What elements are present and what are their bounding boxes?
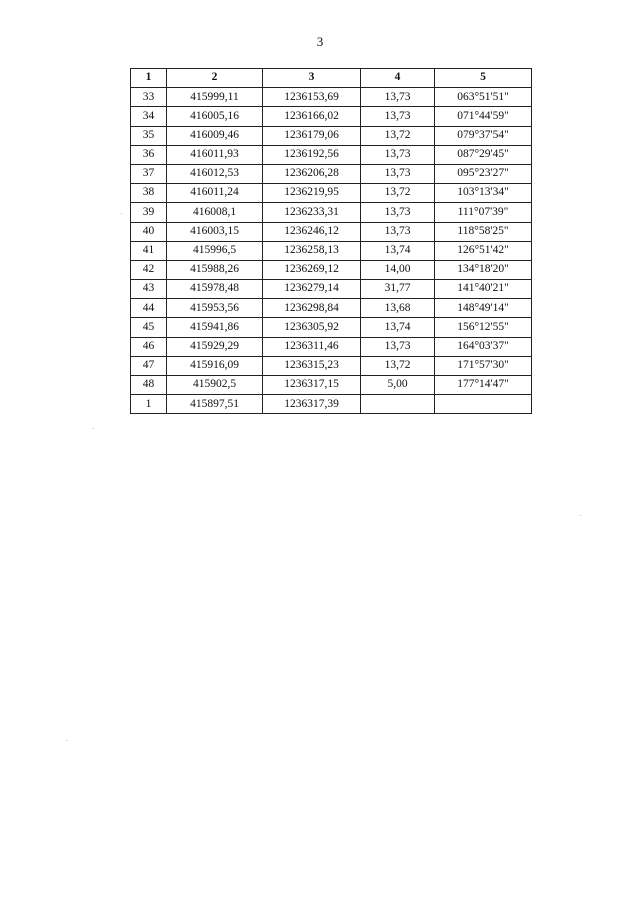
cell-y: 1236311,46 — [263, 337, 361, 356]
cell-y: 1236317,39 — [263, 395, 361, 414]
header-cell-y: 3 — [263, 69, 361, 88]
page-number: 3 — [316, 34, 324, 49]
cell-x: 415996,5 — [167, 241, 263, 260]
cell-y: 1236317,15 — [263, 376, 361, 395]
cell-y: 1236179,06 — [263, 126, 361, 145]
cell-point-number: 44 — [131, 299, 167, 318]
cell-distance: 13,73 — [361, 203, 435, 222]
cell-angle: 103°13'34" — [435, 184, 532, 203]
cell-distance: 13,74 — [361, 241, 435, 260]
table-row — [131, 395, 532, 414]
cell-angle: 095°23'27" — [435, 164, 532, 183]
cell-distance: 13,68 — [361, 299, 435, 318]
table-row — [131, 356, 532, 375]
cell-x: 415941,86 — [167, 318, 263, 337]
cell-x: 415929,29 — [167, 337, 263, 356]
cell-x: 415916,09 — [167, 356, 263, 375]
header-cell-point-number: 1 — [131, 69, 167, 88]
table-row — [131, 260, 532, 279]
table-row — [131, 376, 532, 395]
cell-x: 416011,24 — [167, 184, 263, 203]
cell-angle: 087°29'45" — [435, 145, 532, 164]
table-row — [131, 164, 532, 183]
cell-distance: 14,00 — [361, 260, 435, 279]
coordinates-table — [130, 68, 532, 414]
cell-distance — [361, 395, 435, 414]
cell-y: 1236246,12 — [263, 222, 361, 241]
table-row — [131, 337, 532, 356]
cell-distance: 13,73 — [361, 337, 435, 356]
cell-x: 415953,56 — [167, 299, 263, 318]
cell-distance: 13,73 — [361, 145, 435, 164]
cell-y: 1236219,95 — [263, 184, 361, 203]
cell-y: 1236153,69 — [263, 88, 361, 107]
cell-point-number: 45 — [131, 318, 167, 337]
cell-x: 415897,51 — [167, 395, 263, 414]
cell-point-number: 46 — [131, 337, 167, 356]
cell-x: 415999,11 — [167, 88, 263, 107]
cell-angle: 126°51'42" — [435, 241, 532, 260]
cell-point-number: 34 — [131, 107, 167, 126]
cell-point-number: 39 — [131, 203, 167, 222]
cell-angle: 156°12'55" — [435, 318, 532, 337]
cell-y: 1236258,13 — [263, 241, 361, 260]
cell-y: 1236206,28 — [263, 164, 361, 183]
cell-y: 1236279,14 — [263, 280, 361, 299]
cell-y: 1236233,31 — [263, 203, 361, 222]
cell-angle: 177°14'47" — [435, 376, 532, 395]
table-row — [131, 222, 532, 241]
cell-distance: 13,73 — [361, 107, 435, 126]
cell-angle: 134°18'20" — [435, 260, 532, 279]
table-body — [131, 88, 532, 414]
scan-speck — [66, 740, 67, 741]
cell-angle — [435, 395, 532, 414]
table-row — [131, 280, 532, 299]
cell-distance: 13,73 — [361, 164, 435, 183]
cell-distance: 13,73 — [361, 88, 435, 107]
cell-x: 415902,5 — [167, 376, 263, 395]
cell-distance: 31,77 — [361, 280, 435, 299]
cell-point-number: 33 — [131, 88, 167, 107]
table-row — [131, 145, 532, 164]
cell-angle: 111°07'39" — [435, 203, 532, 222]
cell-distance: 5,00 — [361, 376, 435, 395]
cell-y: 1236305,92 — [263, 318, 361, 337]
cell-point-number: 48 — [131, 376, 167, 395]
header-cell-x: 2 — [167, 69, 263, 88]
cell-point-number: 42 — [131, 260, 167, 279]
table-row — [131, 203, 532, 222]
table-row — [131, 299, 532, 318]
cell-x: 416003,15 — [167, 222, 263, 241]
cell-y: 1236298,84 — [263, 299, 361, 318]
cell-distance: 13,74 — [361, 318, 435, 337]
cell-x: 416012,53 — [167, 164, 263, 183]
cell-x: 416005,16 — [167, 107, 263, 126]
cell-angle: 164°03'37" — [435, 337, 532, 356]
table-row — [131, 184, 532, 203]
scan-speck — [580, 515, 581, 516]
cell-distance: 13,72 — [361, 126, 435, 145]
cell-point-number: 36 — [131, 145, 167, 164]
cell-y: 1236315,23 — [263, 356, 361, 375]
cell-angle: 148°49'14" — [435, 299, 532, 318]
cell-point-number: 37 — [131, 164, 167, 183]
cell-point-number: 35 — [131, 126, 167, 145]
cell-angle: 079°37'54" — [435, 126, 532, 145]
cell-distance: 13,72 — [361, 184, 435, 203]
header-cell-angle: 5 — [435, 69, 532, 88]
cell-point-number: 1 — [131, 395, 167, 414]
cell-angle: 171°57'30" — [435, 356, 532, 375]
cell-y: 1236166,02 — [263, 107, 361, 126]
cell-x: 415988,26 — [167, 260, 263, 279]
cell-point-number: 41 — [131, 241, 167, 260]
cell-distance: 13,72 — [361, 356, 435, 375]
header-cell-distance: 4 — [361, 69, 435, 88]
cell-point-number: 40 — [131, 222, 167, 241]
cell-angle: 141°40'21" — [435, 280, 532, 299]
cell-point-number: 38 — [131, 184, 167, 203]
scan-speck — [121, 213, 122, 214]
cell-y: 1236192,56 — [263, 145, 361, 164]
table-row — [131, 107, 532, 126]
cell-x: 416011,93 — [167, 145, 263, 164]
scan-speck — [93, 428, 94, 429]
cell-angle: 118°58'25" — [435, 222, 532, 241]
table-row — [131, 241, 532, 260]
cell-distance: 13,73 — [361, 222, 435, 241]
cell-point-number: 47 — [131, 356, 167, 375]
cell-x: 416009,46 — [167, 126, 263, 145]
cell-angle: 063°51'51" — [435, 88, 532, 107]
table-header-row — [131, 69, 532, 88]
cell-point-number: 43 — [131, 280, 167, 299]
table-row — [131, 126, 532, 145]
cell-x: 415978,48 — [167, 280, 263, 299]
cell-angle: 071°44'59" — [435, 107, 532, 126]
table-row — [131, 318, 532, 337]
cell-x: 416008,1 — [167, 203, 263, 222]
cell-y: 1236269,12 — [263, 260, 361, 279]
table-row — [131, 88, 532, 107]
